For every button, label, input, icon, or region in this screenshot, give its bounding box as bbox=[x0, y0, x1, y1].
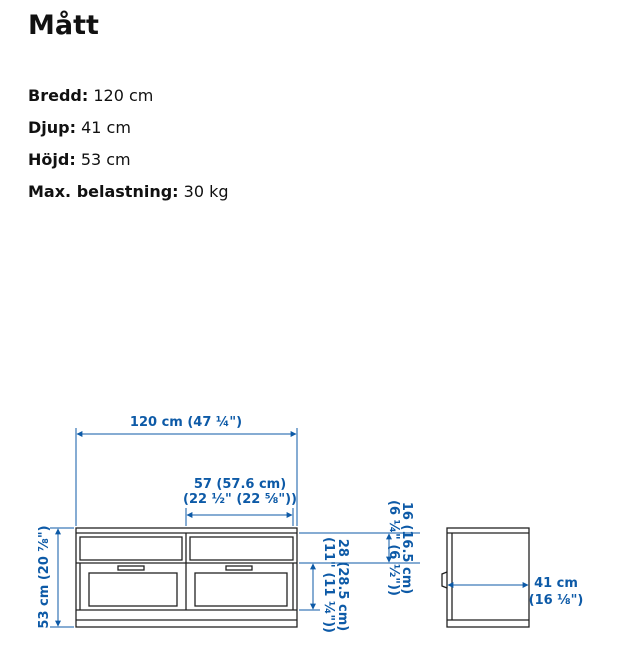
page-title: Mått bbox=[28, 10, 99, 41]
depth-label-line2: (16 ⅛") bbox=[528, 593, 584, 608]
depth-label-line1: 41 cm bbox=[534, 576, 578, 591]
shelf-height-label-line1: 28 (28.5 cm) bbox=[335, 538, 350, 632]
front-handle-left bbox=[118, 566, 144, 570]
side-outer-frame bbox=[447, 528, 529, 627]
side-handle bbox=[442, 572, 447, 588]
spec-width-label: Bredd: bbox=[28, 86, 89, 105]
front-view bbox=[76, 528, 297, 627]
front-opening-left bbox=[89, 573, 177, 606]
front-drawer-left bbox=[80, 537, 182, 560]
width-label: 120 cm (47 ¼") bbox=[129, 415, 243, 430]
drawer-height-label-line2: (6 ¼" (6 ½")) bbox=[386, 500, 401, 596]
spec-max-load-label: Max. belastning: bbox=[28, 182, 179, 201]
spec-max-load-value: 30 kg bbox=[183, 182, 229, 201]
dimension-labels bbox=[37, 415, 583, 633]
shelf-height-label-line2: (11" (11 ¼")) bbox=[321, 536, 336, 634]
side-view bbox=[442, 528, 529, 627]
spec-depth-label: Djup: bbox=[28, 118, 77, 137]
front-opening-right bbox=[195, 573, 287, 606]
front-handle-right bbox=[226, 566, 252, 570]
spec-width-value: 120 cm bbox=[93, 86, 154, 105]
spec-height-value: 53 cm bbox=[80, 150, 131, 169]
drawer-height-label-line1: 16 (16.5 cm) bbox=[399, 501, 414, 595]
inner-width-label-line1: 57 (57.6 cm) bbox=[193, 477, 287, 492]
inner-width-label-line2: (22 ½" (22 ⅝")) bbox=[183, 492, 297, 507]
spec-height-label: Höjd: bbox=[28, 150, 76, 169]
height-label: 53 cm (20 ⅞") bbox=[37, 525, 52, 629]
spec-depth-value: 41 cm bbox=[81, 118, 131, 137]
front-drawer-right bbox=[190, 537, 293, 560]
